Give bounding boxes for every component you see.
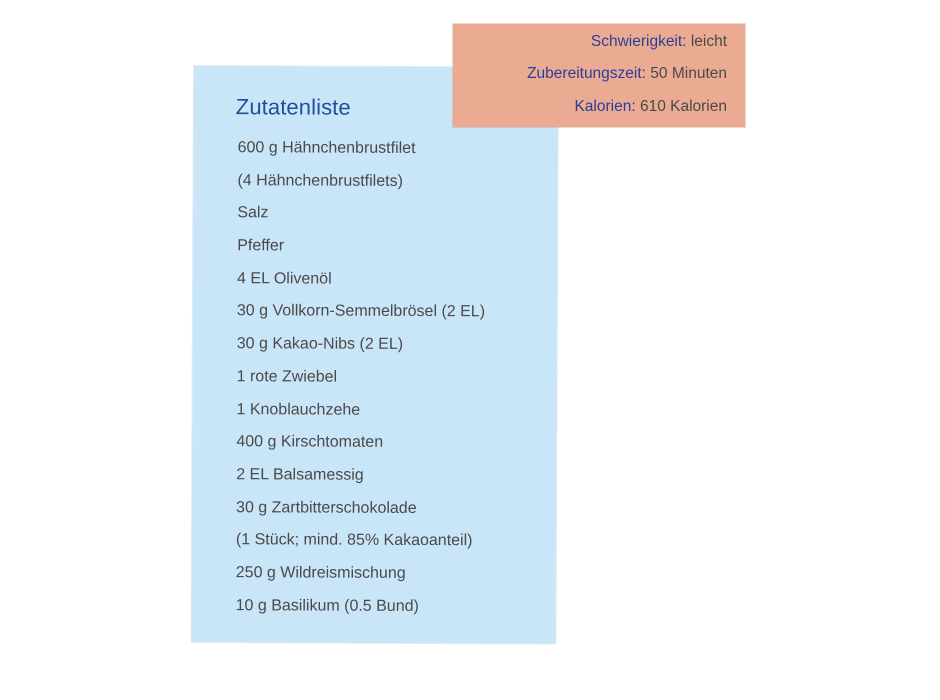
ingredient-item: 30 g Zartbitterschokolade [236,498,417,517]
ingredient-list-title: Zutatenliste [235,94,351,120]
ingredient-item: 600 g Hähnchenbrustfilet [237,139,416,157]
ingredient-item: 30 g Vollkorn-Semmelbrösel (2 EL) [236,302,486,321]
ingredient-item: 30 g Kakao-Nibs (2 EL) [236,335,404,354]
ingredient-item: (4 Hähnchenbrustfilets) [237,171,403,190]
ingredient-card [191,66,558,644]
ingredient-item: Pfeffer [237,237,285,255]
difficulty-value: leicht [690,33,727,50]
calories-label: Kalorien: [574,98,636,115]
prep-time-row [527,65,727,83]
ingredient-item: 1 Knoblauchzehe [236,400,361,419]
ingredient-item: Salz [237,204,269,222]
calories-row [574,98,727,116]
ingredient-item: 10 g Basilikum (0.5 Bund) [235,596,419,615]
prep-time-label: Zubereitungszeit: [527,65,646,82]
difficulty-row [591,33,727,51]
ingredient-item: 250 g Wildreismischung [235,564,406,582]
ingredient-list [236,132,486,623]
ingredient-item: 400 g Kirschtomaten [236,433,384,452]
recipe-info-card [453,24,745,127]
ingredient-item: 4 EL Olivenöl [237,269,332,288]
ingredient-item: 1 rote Zwiebel [236,368,338,386]
calories-value: 610 Kalorien [639,98,727,115]
prep-time-value: 50 Minuten [650,65,727,82]
difficulty-label: Schwierigkeit: [590,33,687,50]
ingredient-item: (1 Stück; mind. 85% Kakaoanteil) [235,531,473,550]
ingredient-item: 2 EL Balsamessig [236,466,364,484]
